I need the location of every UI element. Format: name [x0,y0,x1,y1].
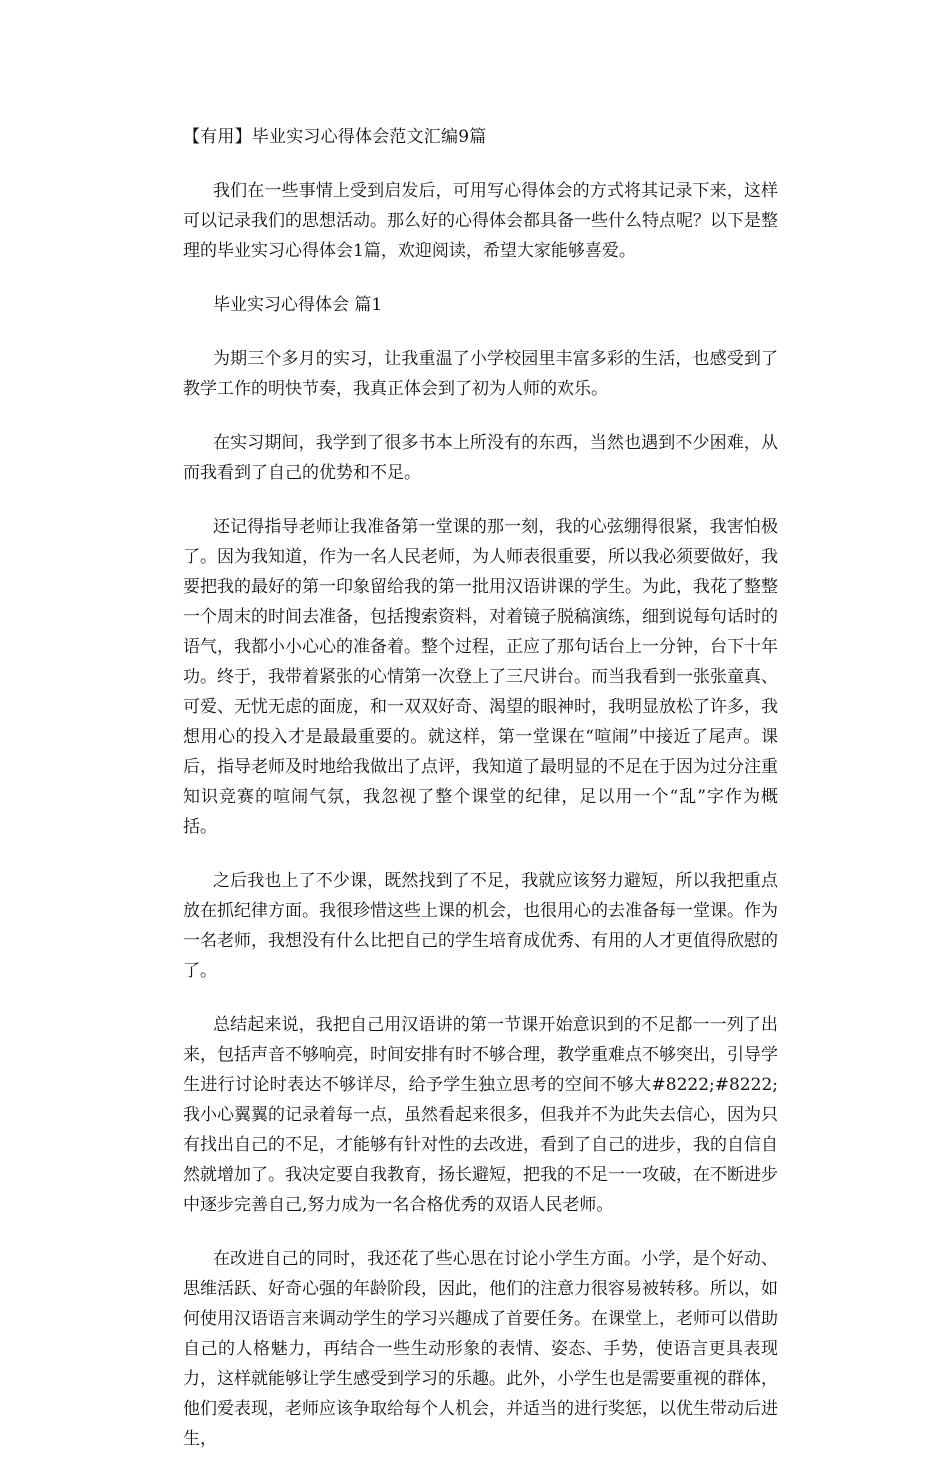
document-title: 【有用】毕业实习心得体会范文汇编9篇 [183,127,487,147]
document-body [183,122,778,1478]
body-paragraph-6: 在改进自己的同时，我还花了些心思在讨论小学生方面。小学，是个好动、思维活跃、好奇心强的年龄阶段，因此，他们的注意力很容易被转移。所以，如何使用汉语语言来调动学生的学习兴趣成了首要任务。在课堂上，老师可以借助自己的人格魅力，再结合一些生动形象的表情、姿态、手势，使语言更具表现力，这样就能够让学生感受到学习的乐趣。此外，小学生也是需要重视的群体，他们爱表现，老师应该争取给每个人机会，并适当的进行奖惩，以优生带动后进生， [183,1249,778,1449]
body-paragraph-5: 总结起来说，我把自己用汉语讲的第一节课开始意识到的不足都一一列了出来，包括声音不够响亮，时间安排有时不够合理，教学重难点不够突出，引导学生进行讨论时表达不够详尽，给予学生独立思考的空间不够大#8222;#8222;我小心翼翼的记录着每一点，虽然看起来很多，但我并不为此失去信心，因为只有找出自己的不足，才能够有针对性的去改进，看到了自己的进步，我的自信自然就增加了。我决定要自我教育，扬长避短，把我的不足一一攻破，在不断进步中逐步完善自己,努力成为一名合格优秀的双语人民老师。 [183,1015,778,1215]
section-title: 毕业实习心得体会 篇1 [213,295,383,315]
body-paragraph-2: 在实习期间，我学到了很多书本上所没有的东西，当然也遇到不少困难，从而我看到了自己的优势和不足。 [183,433,778,483]
body-paragraph-1: 为期三个多月的实习，让我重温了小学校园里丰富多彩的生活，也感受到了教学工作的明快节奏，我真正体会到了初为人师的欢乐。 [183,349,778,399]
intro-paragraph: 我们在一些事情上受到启发后，可用写心得体会的方式将其记录下来，这样可以记录我们的思想活动。那么好的心得体会都具备一些什么特点呢？以下是整理的毕业实习心得体会1篇，欢迎阅读，希望大家能够喜爱。 [183,181,778,261]
body-paragraph-3: 还记得指导老师让我准备第一堂课的那一刻，我的心弦绷得很紧，我害怕极了。因为我知道，作为一名人民老师，为人师表很重要，所以我必须要做好，我要把我的最好的第一印象留给我的第一批用汉语讲课的学生。为此，我花了整整一个周末的时间去准备，包括搜索资料，对着镜子脱稿演练，细到说每句话时的语气，我都小小心心的准备着。整个过程，正应了那句话台上一分钟，台下十年功。终于，我带着紧张的心情第一次登上了三尺讲台。而当我看到一张张童真、可爱、无忧无虑的面庞，和一双双好奇、渴望的眼神时，我明显放松了许多，我想用心的投入才是最最重要的。就这样，第一堂课在“喧闹”中接近了尾声。课后，指导老师及时地给我做出了点评，我知道了最明显的不足在于因为过分注重知识竞赛的喧闹气氛，我忽视了整个课堂的纪律，足以用一个“乱”字作为概括。 [183,517,778,837]
body-paragraph-4: 之后我也上了不少课，既然找到了不足，我就应该努力避短，所以我把重点放在抓纪律方面。我很珍惜这些上课的机会，也很用心的去准备每一堂课。作为一名老师，我想没有什么比把自己的学生培育成优秀、有用的人才更值得欣慰的了。 [183,871,778,981]
